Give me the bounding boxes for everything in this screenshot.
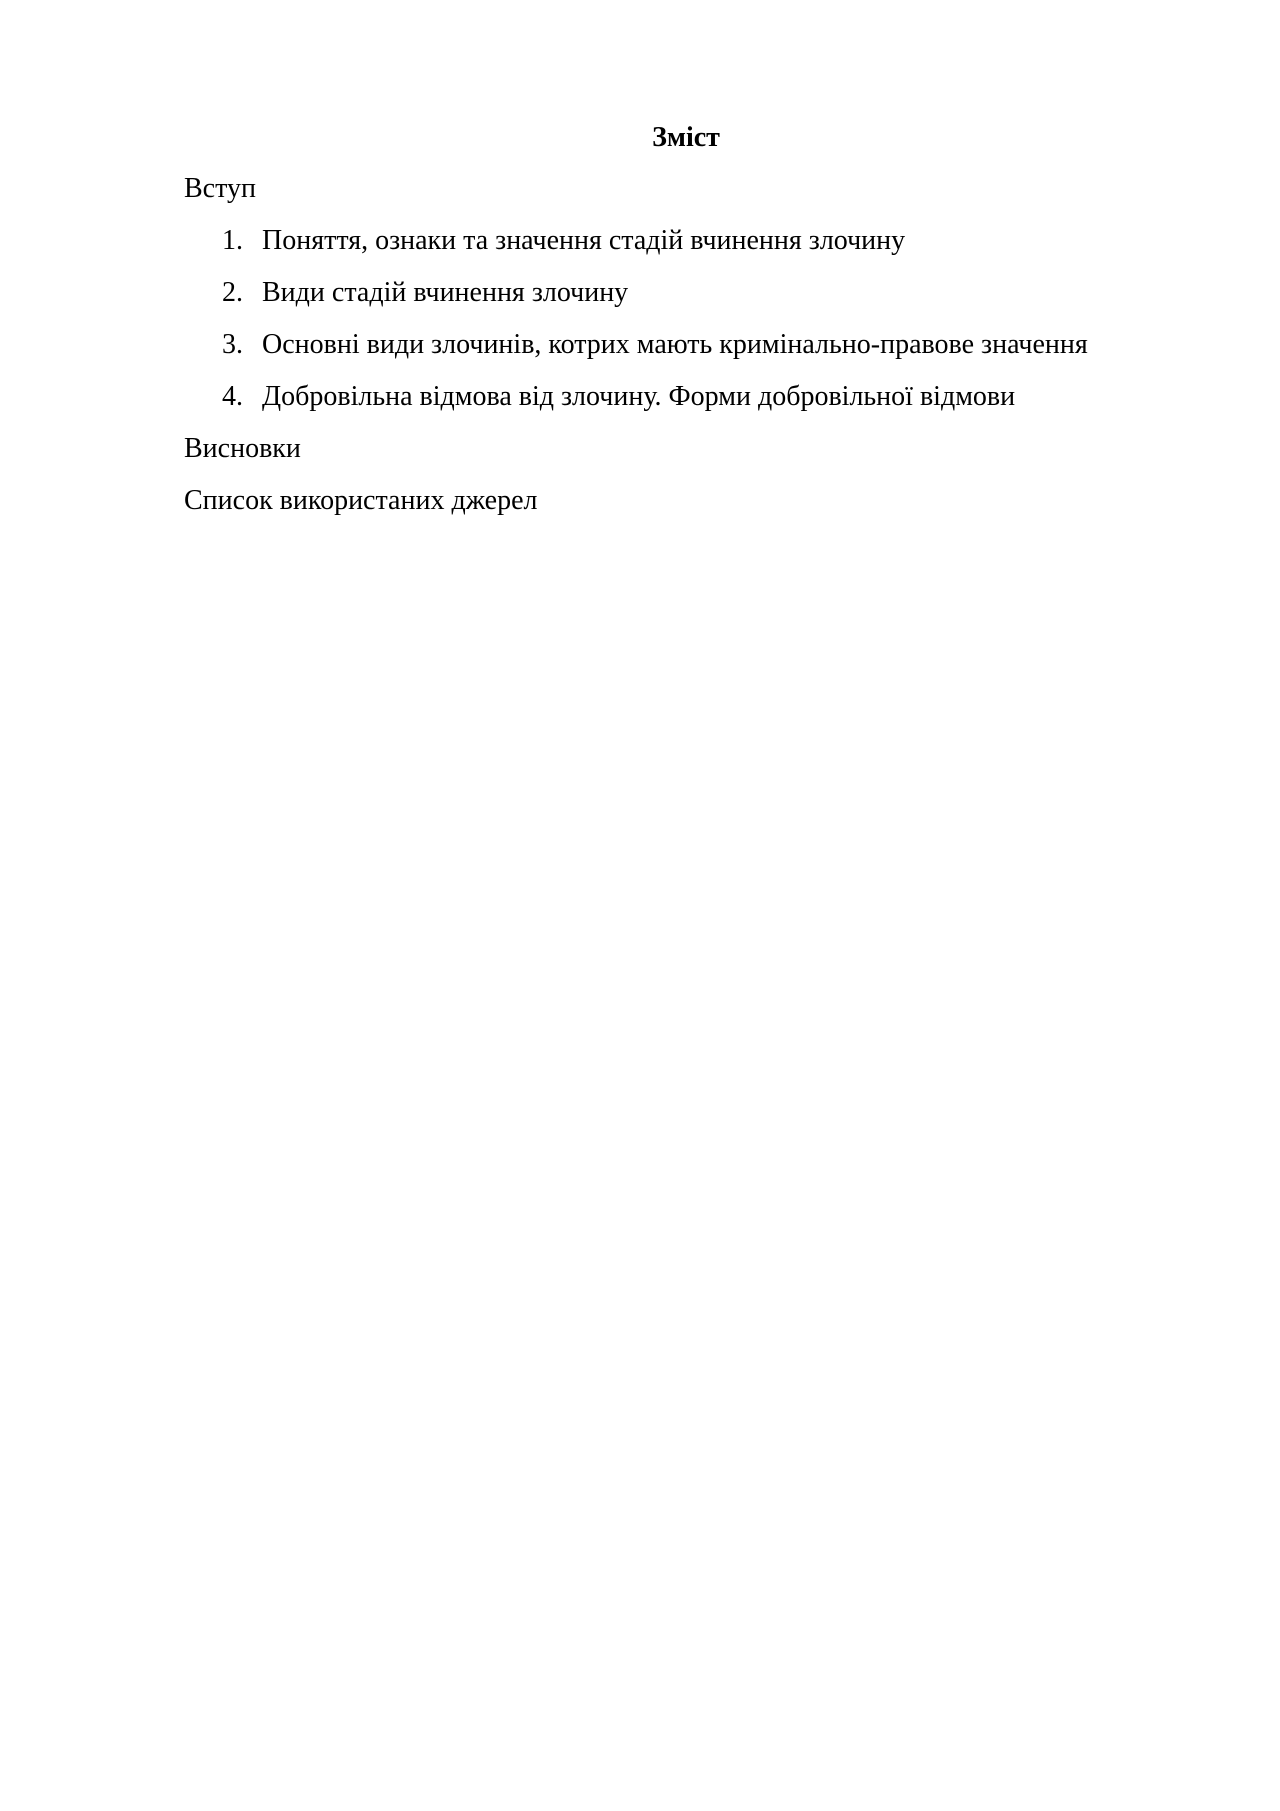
page-title: Зміст [652, 122, 720, 153]
toc-conclusions: Висновки [184, 433, 301, 464]
toc-item-4 [184, 381, 1184, 433]
table-of-contents [184, 173, 1184, 537]
toc-sources: Список використаних джерел [184, 485, 538, 516]
toc-item-number: 2. [222, 277, 243, 308]
toc-item-text: Добровільна відмова від злочину. Форми добровільної відмови [262, 381, 1016, 412]
toc-item-number: 3. [222, 329, 243, 360]
toc-item-text: Види стадій вчинення злочину [262, 277, 629, 308]
toc-item-text: Основні види злочинів, котрих мають кримінально-правове значення [262, 329, 1088, 360]
toc-item-number: 1. [222, 225, 243, 256]
toc-item-number: 4. [222, 381, 243, 412]
toc-item-3 [184, 329, 1184, 381]
toc-intro: Вступ [184, 173, 256, 204]
toc-item-1 [184, 225, 1184, 277]
toc-item-2 [184, 277, 1184, 329]
toc-item-text: Поняття, ознаки та значення стадій вчинення злочину [262, 225, 906, 256]
